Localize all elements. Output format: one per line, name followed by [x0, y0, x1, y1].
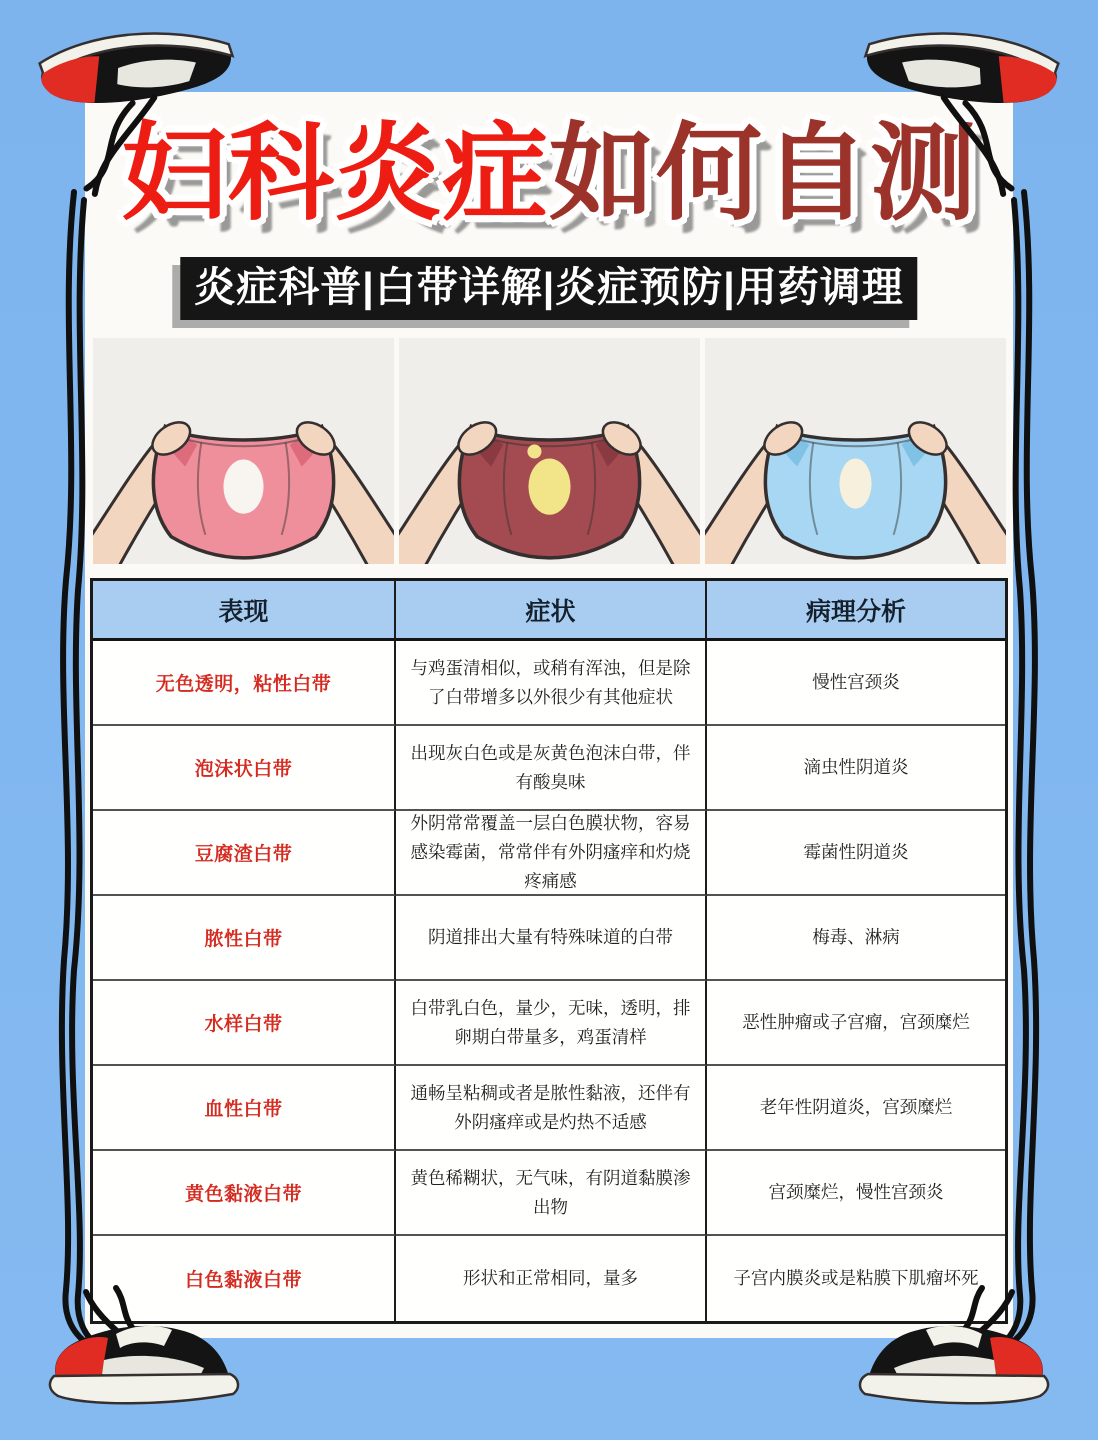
pink-underwear-icon	[93, 338, 394, 564]
condition-cell: 血性白带	[93, 1066, 396, 1151]
underwear-panel-pink	[93, 338, 394, 564]
column-header-symptom: 症状	[396, 581, 707, 641]
condition-cell: 豆腐渣白带	[93, 811, 396, 896]
page-title	[85, 108, 1013, 241]
symptom-cell: 白带乳白色，量少，无味，透明，排卵期白带量多，鸡蛋清样	[396, 981, 707, 1066]
analysis-cell: 霉菌性阴道炎	[707, 811, 1005, 896]
analysis-cell: 老年性阴道炎，宫颈糜烂	[707, 1066, 1005, 1151]
analysis-cell: 恶性肿瘤或子宫瘤，宫颈糜烂	[707, 981, 1005, 1066]
column-header-manifestation: 表现	[93, 581, 396, 641]
poster-card	[85, 92, 1013, 1338]
title-part-2: 如何自测	[549, 115, 977, 233]
condition-cell: 无色透明，粘性白带	[93, 641, 396, 726]
analysis-cell: 宫颈糜烂，慢性宫颈炎	[707, 1151, 1005, 1236]
symptom-cell: 阴道排出大量有特殊味道的白带	[396, 896, 707, 981]
condition-cell: 脓性白带	[93, 896, 396, 981]
condition-cell: 泡沫状白带	[93, 726, 396, 811]
blue-underwear-icon	[705, 338, 1006, 564]
analysis-cell: 子宫内膜炎或是粘膜下肌瘤坏死	[733, 1268, 979, 1288]
symptom-cell: 外阴常常覆盖一层白色膜状物，容易感染霉菌，常常伴有外阴瘙痒和灼烧疼痛感	[396, 811, 707, 896]
symptom-cell: 与鸡蛋清相似，或稍有浑浊，但是除了白带增多以外很少有其他症状	[396, 641, 707, 726]
underwear-panel-darkred	[399, 338, 700, 564]
condition-cell: 水样白带	[93, 981, 396, 1066]
analysis-cell: 梅毒、淋病	[707, 896, 1005, 981]
symptom-cell: 通畅呈粘稠或者是脓性黏液，还伴有外阴瘙痒或是灼热不适感	[396, 1066, 707, 1151]
symptom-table	[90, 578, 1008, 1324]
illustration-row	[93, 338, 1006, 564]
analysis-cell: 慢性宫颈炎	[707, 641, 1005, 726]
subtitle-bar: 炎症科普|白带详解|炎症预防|用药调理	[180, 257, 917, 320]
condition-cell: 黄色黏液白带	[93, 1151, 396, 1236]
column-header-analysis: 病理分析	[707, 581, 1005, 641]
dark-red-underwear-icon	[399, 338, 700, 564]
title-part-1: 妇科炎症	[121, 115, 549, 233]
analysis-cell: 滴虫性阴道炎	[707, 726, 1005, 811]
symptom-cell: 形状和正常相同，量多	[396, 1236, 707, 1321]
symptom-cell: 黄色稀糊状，无气味，有阴道黏膜渗出物	[396, 1151, 707, 1236]
underwear-panel-blue	[705, 338, 1006, 564]
symptom-cell: 出现灰白色或是灰黄色泡沫白带，伴有酸臭味	[396, 726, 707, 811]
condition-cell: 白色黏液白带	[93, 1236, 396, 1321]
